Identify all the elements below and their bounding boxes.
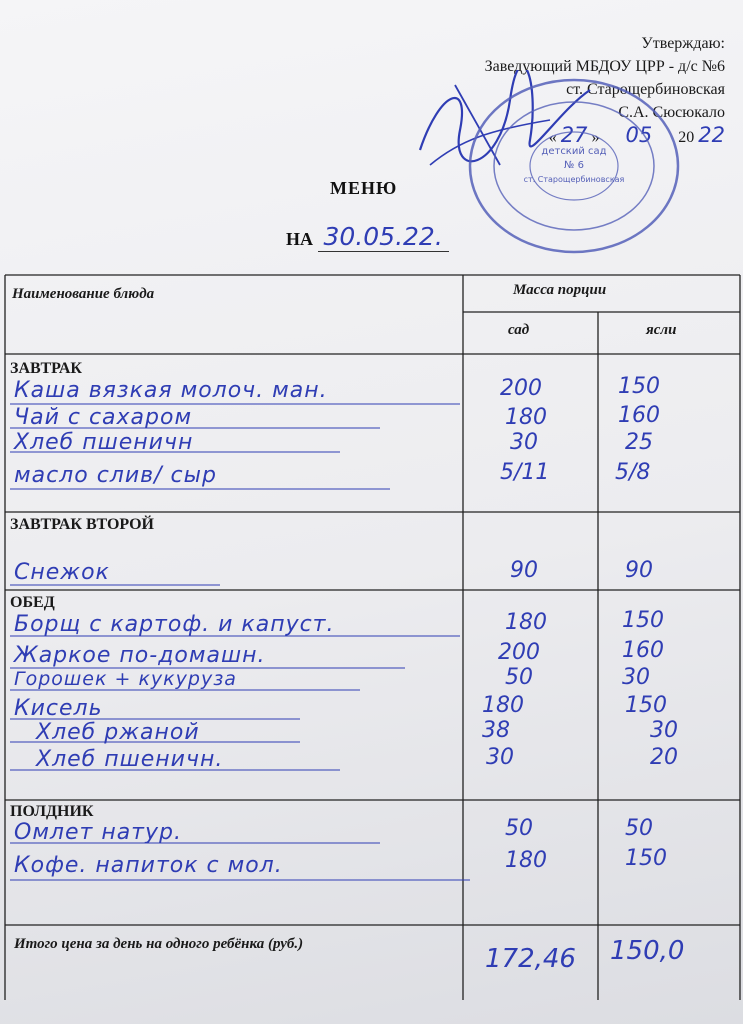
- dish-row: Хлеб пшеничн.: [36, 747, 224, 772]
- mass-yasli: 160: [618, 403, 660, 428]
- mass-sad: 5/11: [500, 460, 550, 485]
- dish-row: Хлеб пшеничн: [14, 430, 194, 455]
- approval-day: 27: [560, 123, 588, 147]
- mass-sad: 180: [505, 848, 547, 873]
- column-header-dish: Наименование блюда: [12, 286, 155, 302]
- mass-sad: 50: [505, 665, 533, 690]
- section-snack: ПОЛДНИК: [10, 803, 94, 820]
- mass-sad: 38: [482, 718, 510, 743]
- approval-title: Утверждаю:: [641, 35, 725, 52]
- mass-sad: 200: [500, 376, 542, 401]
- mass-sad: 200: [498, 640, 540, 665]
- mass-yasli: 50: [625, 816, 653, 841]
- mass-yasli: 20: [650, 745, 678, 770]
- approval-position: Заведующий МБДОУ ЦРР - д/с №6: [484, 58, 725, 75]
- mass-sad: 180: [505, 610, 547, 635]
- mass-yasli: 150: [625, 846, 667, 871]
- mass-sad: 30: [486, 745, 514, 770]
- mass-yasli: 150: [622, 608, 664, 633]
- dish-row: Чай с сахаром: [14, 405, 193, 430]
- mass-yasli: 25: [625, 430, 653, 455]
- dish-row: Омлет натур.: [14, 820, 182, 845]
- mass-sad: 90: [510, 558, 538, 583]
- approval-month: 05: [625, 123, 653, 147]
- approval-year-suffix: 22: [698, 123, 725, 147]
- mass-yasli: 160: [622, 638, 664, 663]
- dish-row: Кисель: [14, 696, 103, 721]
- total-yasli: 150,0: [610, 936, 685, 966]
- column-header-mass: Масса порции: [513, 282, 607, 298]
- dish-row: Хлеб ржаной: [36, 720, 200, 745]
- mass-yasli: 150: [625, 693, 667, 718]
- column-header-yasli: ясли: [646, 322, 677, 338]
- section-lunch: ОБЕД: [10, 594, 55, 611]
- stamp-center-line3: ст. Старощербиновская: [523, 175, 625, 184]
- quote-open: «: [548, 129, 557, 146]
- dish-row: Снежок: [14, 560, 110, 585]
- mass-yasli: 30: [622, 665, 650, 690]
- mass-sad: 30: [510, 430, 538, 455]
- dish-row: Жаркое по-домашн.: [14, 643, 266, 668]
- section-breakfast: ЗАВТРАК: [10, 360, 83, 377]
- approval-location: ст. Старощербиновская: [566, 81, 725, 98]
- stamp-center-line2: № 6: [564, 160, 584, 171]
- quote-close: »: [591, 129, 600, 146]
- section-breakfast-second: ЗАВТРАК ВТОРОЙ: [10, 516, 154, 533]
- mass-yasli: 5/8: [615, 460, 651, 485]
- mass-yasli: 150: [618, 374, 660, 399]
- document-title: МЕНЮ: [330, 178, 398, 198]
- column-header-sad: сад: [508, 322, 530, 338]
- approval-year-prefix: 20: [678, 129, 695, 146]
- date-prefix: НА: [286, 229, 313, 249]
- approval-signatory: С.А. Сюсюкало: [618, 104, 725, 121]
- dish-row: Каша вязкая молоч. ман.: [14, 378, 328, 403]
- mass-sad: 50: [505, 816, 533, 841]
- total-label: Итого цена за день на одного ребёнка (руб.): [14, 936, 304, 952]
- mass-sad: 180: [482, 693, 524, 718]
- stamp-center-line1: детский сад: [541, 146, 607, 157]
- mass-sad: 180: [505, 405, 547, 430]
- dish-row: масло слив/ сыр: [14, 463, 217, 488]
- total-sad: 172,46: [485, 944, 576, 974]
- dish-row: Кофе. напиток с мол.: [14, 853, 283, 878]
- dish-row: Борщ с картоф. и капуст.: [14, 612, 335, 637]
- date-value: 30.05.22.: [318, 222, 449, 252]
- dish-row: Горошек + кукуруза: [14, 668, 237, 690]
- mass-yasli: 90: [625, 558, 653, 583]
- mass-yasli: 30: [650, 718, 678, 743]
